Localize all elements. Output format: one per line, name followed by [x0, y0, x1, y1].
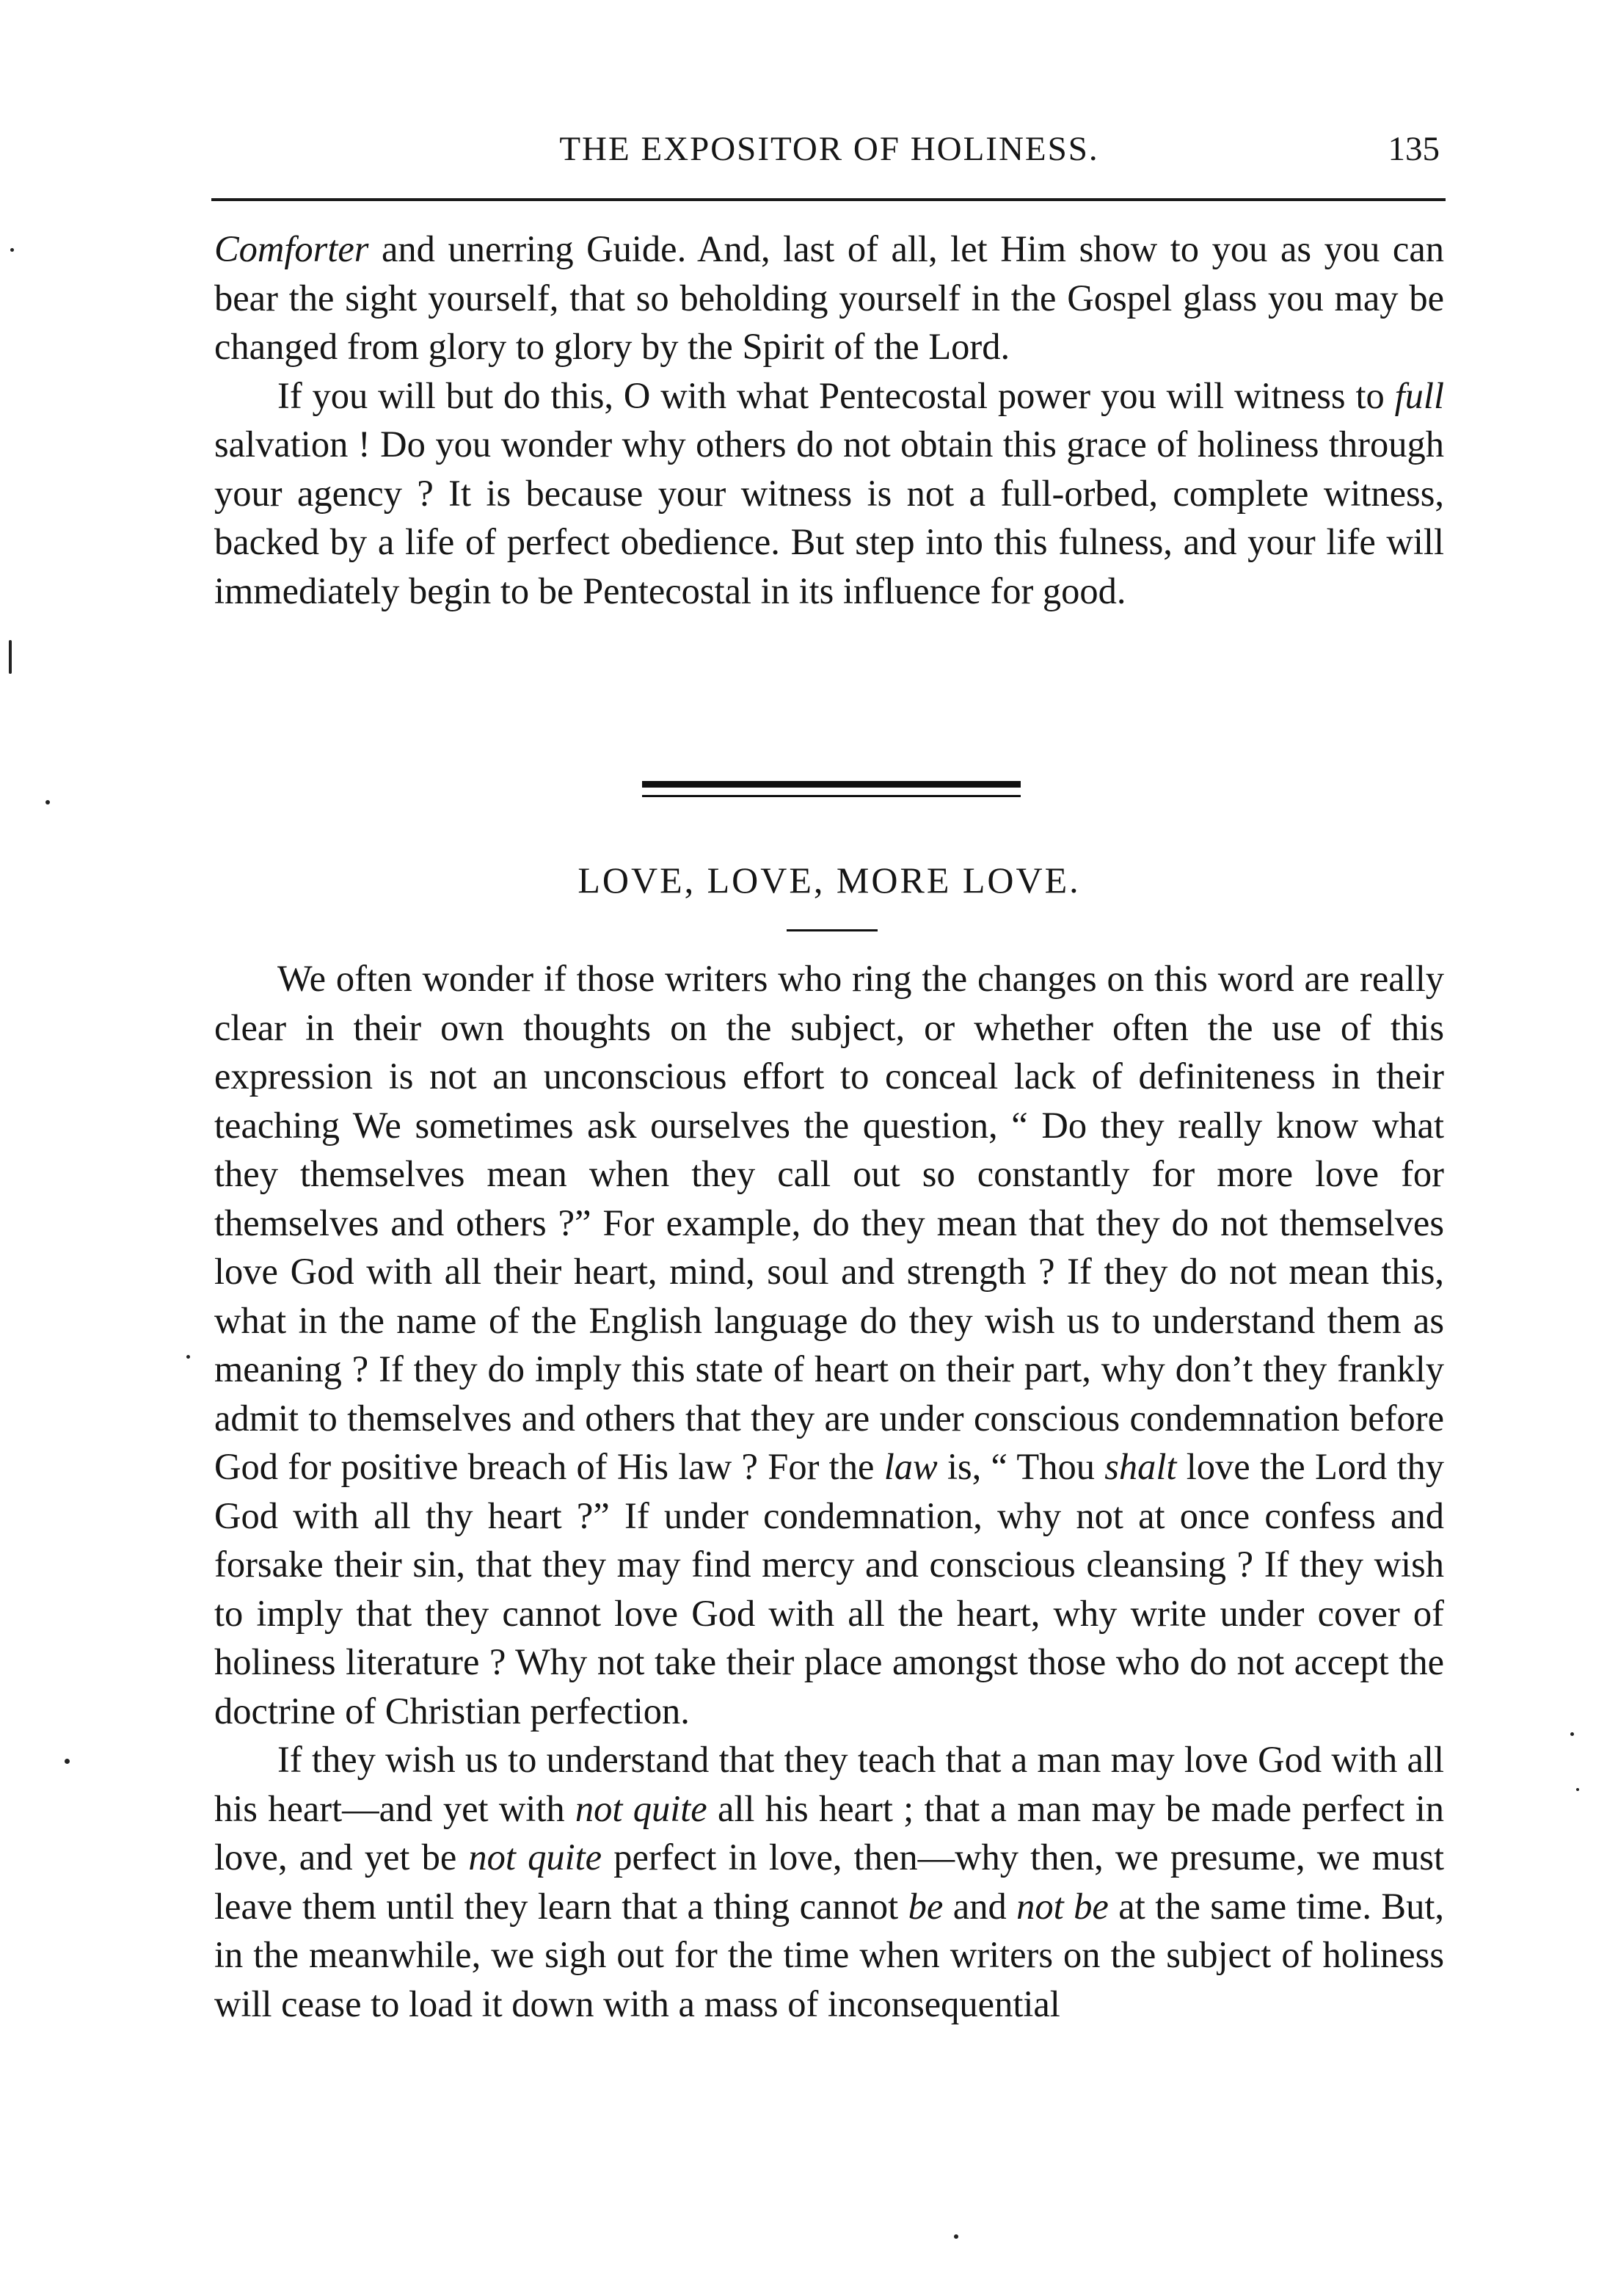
- paragraph-text: If they wish us to understand that they teach that a man may love God with all his heart—and yet with: [214, 1739, 1444, 1829]
- paragraph-we-often-wonder: [214, 954, 1444, 1735]
- italic-word: law: [883, 1446, 938, 1487]
- paragraph-text: is, “ Thou: [937, 1446, 1105, 1487]
- italic-word: full: [1394, 374, 1444, 416]
- paragraph-text: love the Lord thy God with all thy heart ?” If under condemnation, why not at once confess and forsake their sin, that they may find mercy and conscious cleansing ? If they wish to imply that they cannot love God with all the heart, why write under cover of holiness literature ? Why not take their place amongst those who do not accept the doctrine of Christian perfection.: [214, 1446, 1444, 1732]
- italic-phrase: not quite: [575, 1787, 707, 1829]
- paragraph-comforter: [214, 225, 1444, 371]
- scan-speck: [45, 800, 50, 804]
- article-body: [214, 954, 1444, 2028]
- paragraph-text: salvation ! Do you wonder why others do not obtain this grace of holiness through your agency ? It is because your witness is not a full-orbed, complete witness, backed by a life of perfect obedience. But step into this fulness, and your life will immediately begin to be Pentecostal in its influence for good.: [214, 424, 1444, 611]
- title-underline: [787, 929, 878, 931]
- running-title: THE EXPOSITOR OF HOLINESS.: [559, 130, 1099, 168]
- italic-phrase: not be: [1016, 1885, 1109, 1927]
- continued-text: [214, 225, 1444, 615]
- scan-speck: [1576, 1788, 1579, 1791]
- divider-thick-rule: [642, 781, 1021, 788]
- scan-speck: [9, 640, 12, 674]
- scan-speck: [186, 1355, 190, 1359]
- italic-word: shalt: [1104, 1446, 1177, 1487]
- header-rule: [211, 198, 1446, 201]
- italic-phrase: not quite: [468, 1837, 602, 1878]
- paragraph-text: all his heart ; that a man may be made perfect in love, and yet be: [214, 1787, 1444, 1878]
- divider-thin-rule: [642, 795, 1021, 797]
- paragraph-text: We often wonder if those writers who ring the changes on this word are really clear in their own thoughts on the subject, or whether often the use of this expression is not an unconscious effort to conceal lack of definiteness in their teaching We sometimes ask ourselves the question, “ Do they really know what they themselves mean when they call out so constantly for more love for themselves and others ?” For example, do they mean that they do not themselves love God with all their heart, mind, soul and strength ? If they do not mean this, what in the name of the English language do they wish us to understand them as meaning ? If they do imply this state of heart on their part, why don’t they frankly admit to themselves and others that they are under conscious condemnation before God for positive breach of His law ? For the: [214, 958, 1444, 1487]
- italic-word: be: [908, 1885, 944, 1927]
- paragraph-text: and unerring Guide. And, last of all, let Him show to you as you can bear the sight yourself, that so beholding yourself in the Gospel glass you may be changed from glory to glory by the Spirit of the Lord.: [214, 228, 1444, 367]
- paragraph-text: at the same time. But, in the meanwhile, we sigh out for the time when writers on the subject of holiness will cease to load it down with a mass of inconsequential: [214, 1885, 1444, 2024]
- article-title: LOVE, LOVE, MORE LOVE.: [577, 860, 1081, 901]
- paragraph-text: and: [943, 1885, 1017, 1927]
- scan-speck: [10, 248, 14, 252]
- scan-speck: [1570, 1732, 1574, 1736]
- scan-speck: [954, 2234, 958, 2239]
- running-head: [0, 129, 1607, 173]
- page-number: 135: [1388, 130, 1440, 168]
- paragraph-text: perfect in love, then—why then, we presume, we must leave them until they learn that a thing cannot: [214, 1837, 1444, 1927]
- paragraph-text: If you will but do this, O with what Pentecostal power you will witness to: [277, 374, 1395, 416]
- scan-speck: [65, 1759, 70, 1764]
- paragraph-pentecostal-power: [214, 371, 1444, 616]
- italic-word: Comforter: [214, 228, 369, 269]
- paragraph-if-they-wish: [214, 1735, 1444, 2028]
